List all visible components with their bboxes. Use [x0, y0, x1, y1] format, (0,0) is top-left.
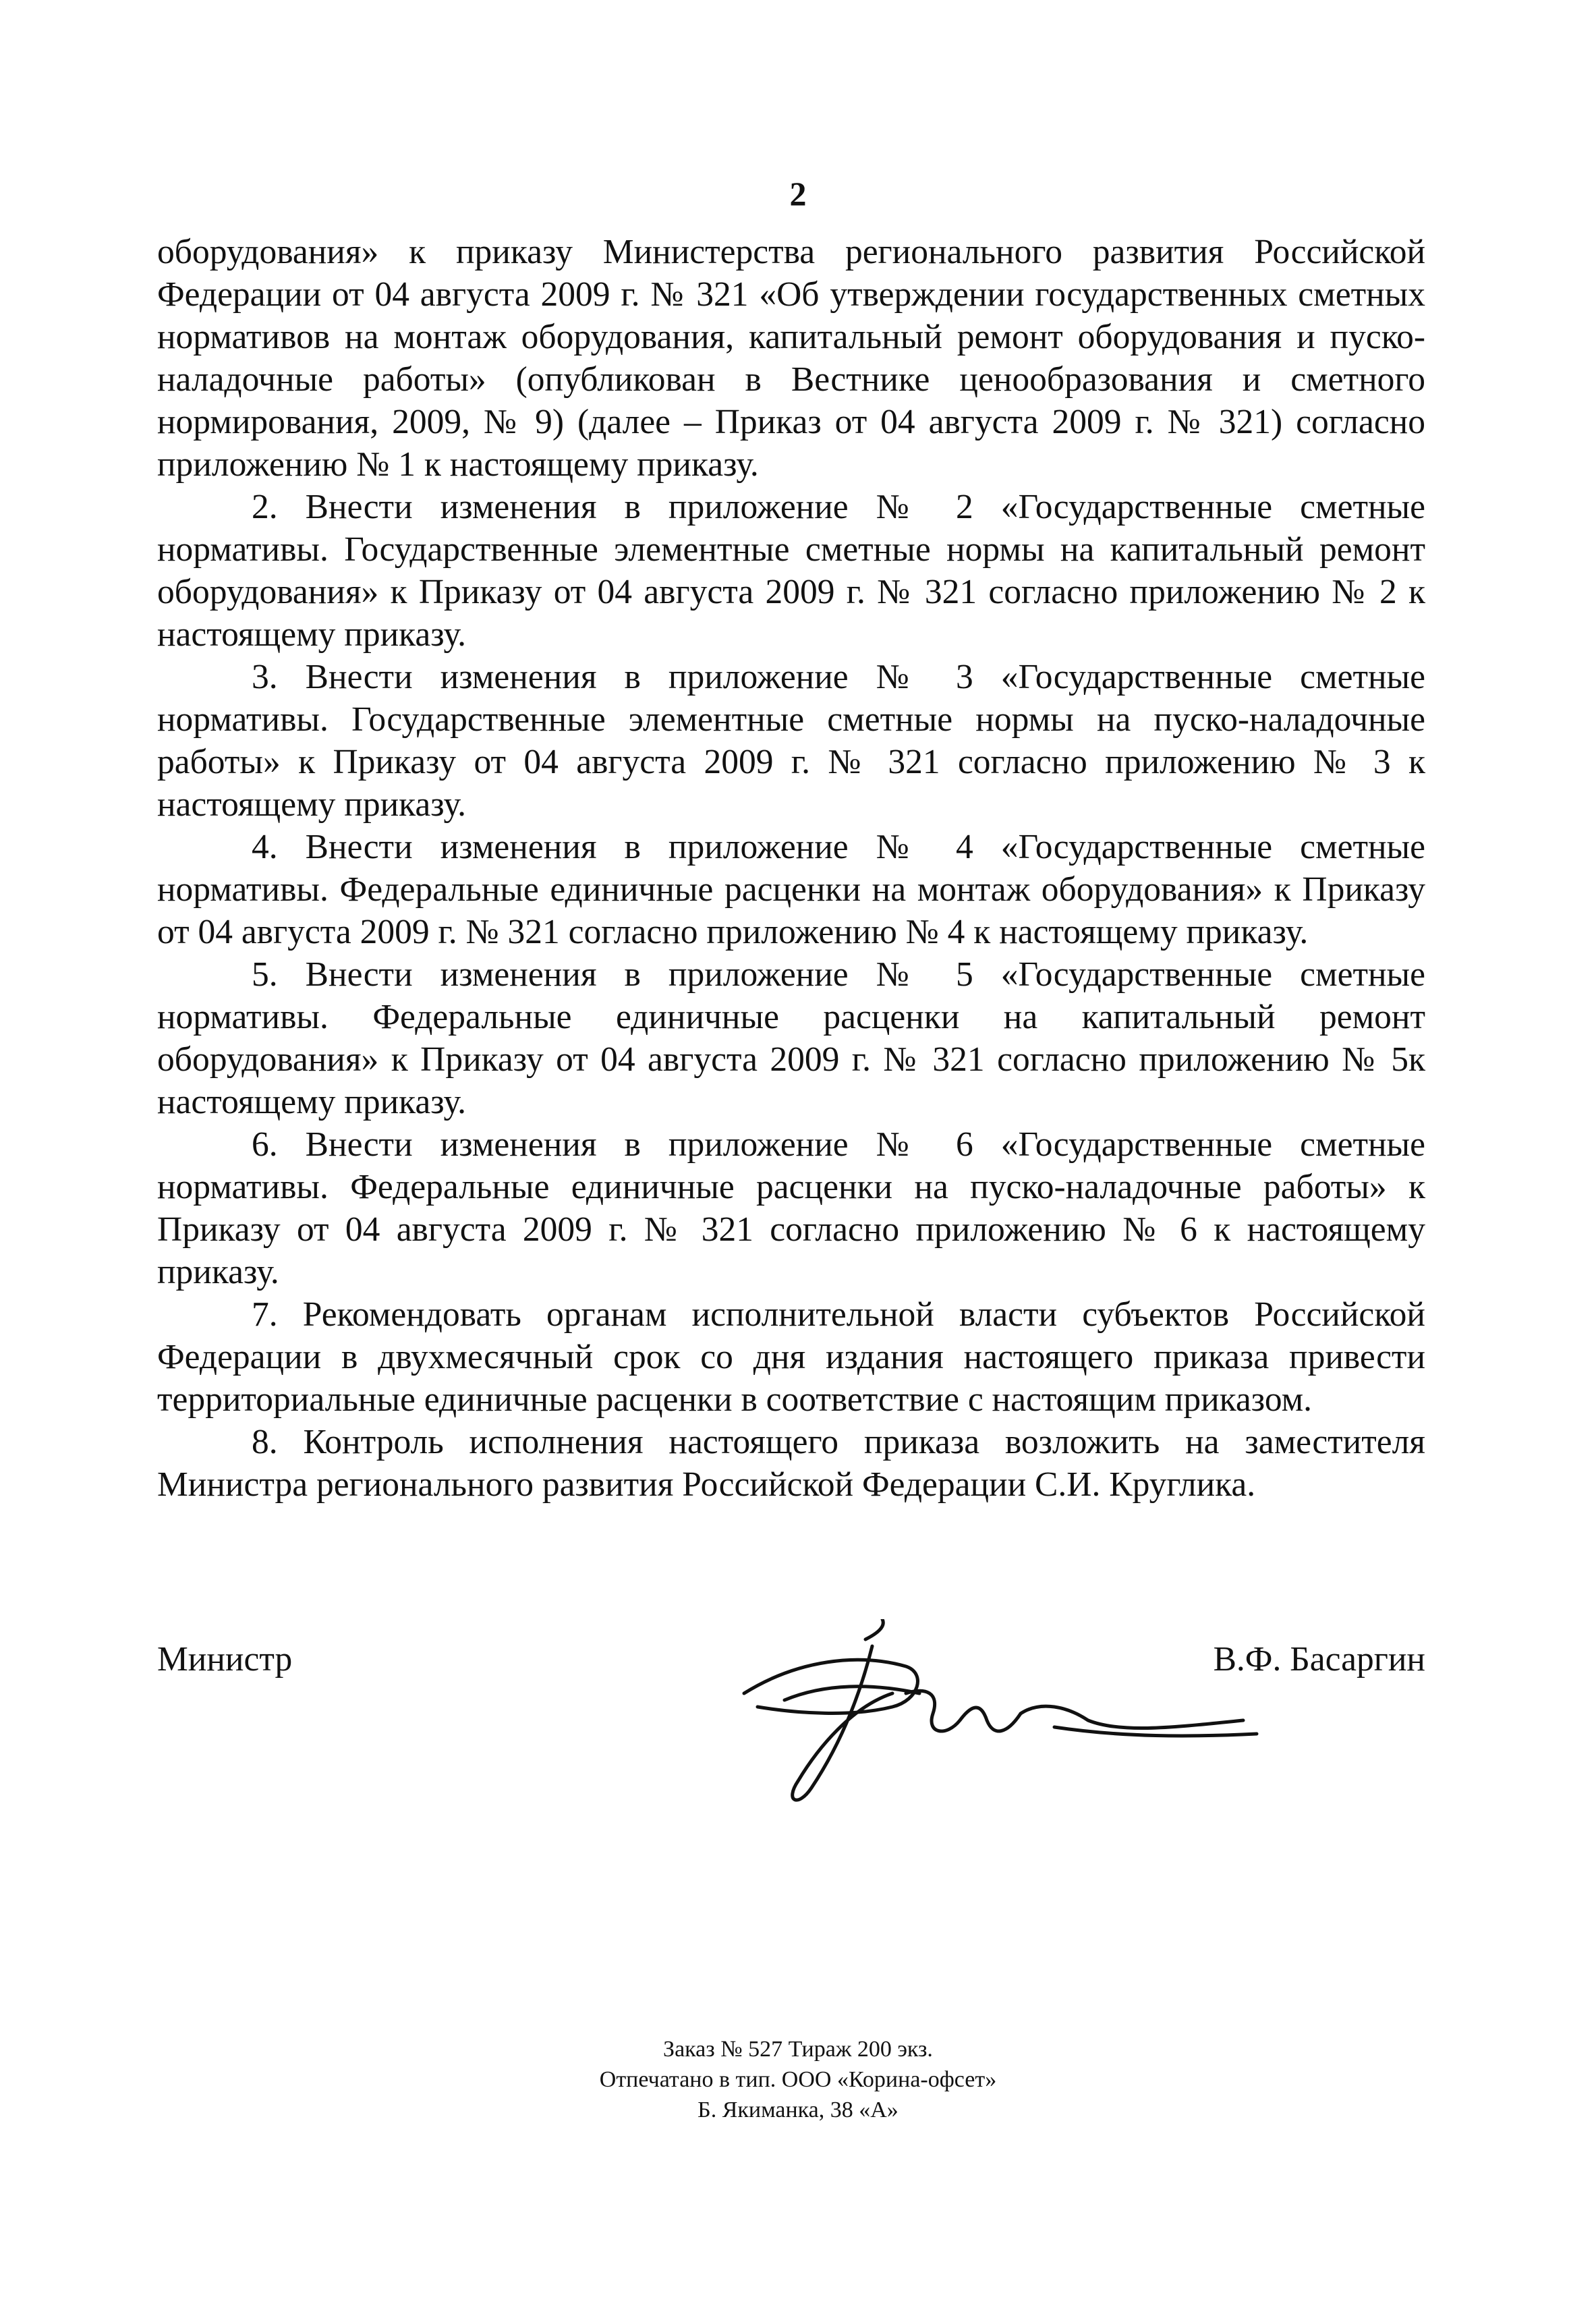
paragraph-item-5: 5. Внести изменения в приложение № 5 «Государственные сметные нормативы. Федеральные единичные расценки на капитальный ремонт оборудования» к Приказу от 04 августа 2009 г. № 321 согласно приложению № 5к настоящему приказу. [157, 955, 1425, 1121]
imprint-order: Заказ № 527 Тираж 200 экз. [663, 2037, 933, 2062]
paragraph-continuation: оборудования» к приказу Министерства регионального развития Российской Федерации от 04 августа 2009 г. № 321 «Об утверждении государственных сметных нормативов на монтаж оборудования, капитальный ремонт оборудования и пуско-наладочные работы» (опубликован в Вестнике ценообразования и сметного нормирования, 2009, № 9) (далее – Приказ от 04 августа 2009 г. № 321) согласно приложению № 1 к настоящему приказу. [157, 233, 1425, 484]
print-imprint [0, 2034, 1596, 2125]
paragraph-item-6: 6. Внести изменения в приложение № 6 «Государственные сметные нормативы. Федеральные единичные расценки на пуско-наладочные работы» к Приказу от 04 августа 2009 г. № 321 согласно приложению № 6 к настоящему приказу. [157, 1125, 1425, 1291]
imprint-printer: Отпечатано в тип. ООО «Корина-офсет» [599, 2067, 997, 2092]
signatory-name: В.Ф. Басаргин [1213, 1640, 1425, 1679]
paragraph-item-2: 2. Внести изменения в приложение № 2 «Государственные сметные нормативы. Государственные элементные сметные нормы на капитальный ремонт оборудования» к Приказу от 04 августа 2009 г. № 321 согласно приложению № 2 к настоящему приказу. [157, 488, 1425, 654]
imprint-address: Б. Якиманка, 38 «А» [697, 2097, 899, 2122]
document-body [157, 231, 1425, 1506]
page-number: 2 [789, 175, 807, 213]
signature-block [157, 1639, 1425, 1815]
paragraph-item-3: 3. Внести изменения в приложение № 3 «Государственные сметные нормативы. Государственные элементные сметные нормы на пуско-наладочные работы» к Приказу от 04 августа 2009 г. № 321 согласно приложению № 3 к настоящему приказу. [157, 658, 1425, 824]
paragraph-item-7: 7. Рекомендовать органам исполнительной власти субъектов Российской Федерации в двухмесячный срок со дня издания настоящего приказа привести территориальные единичные расценки в соответствие с настоящим приказом. [157, 1295, 1425, 1419]
paragraph-item-4: 4. Внести изменения в приложение № 4 «Государственные сметные нормативы. Федеральные единичные расценки на монтаж оборудования» к Приказу от 04 августа 2009 г. № 321 согласно приложению № 4 к настоящему приказу. [157, 828, 1425, 951]
paragraph-item-8: 8. Контроль исполнения настоящего приказа возложить на заместителя Министра регионального развития Российской Федерации С.И. Круглика. [157, 1423, 1425, 1504]
signatory-role: Министр [157, 1640, 293, 1679]
